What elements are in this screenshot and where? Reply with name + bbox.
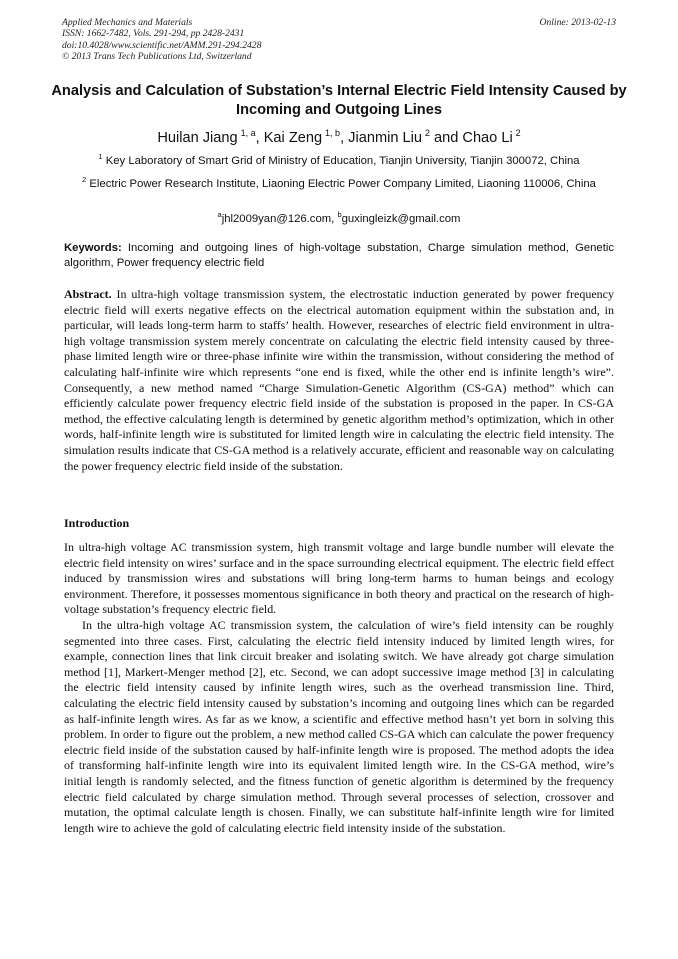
abstract-text: In ultra-high voltage transmission system, the electrostatic induction generated by power frequency electric field will exerts negative effects on the electrical automation equipment within the substation and, in particular, will leads long-term harm to staffs’ health. However, researches of electric field environment in ultra-high voltage transmission system merely concentrate on calculating the electric field intensity caused by three-phase limited length wire or three-phase infinite wire within the transmission, without considering the method of calculating half-infinite wire which represents “one end is fixed, while the other end is infinite length’s wire”. Consequently, a new method named “Charge Simulation-Genetic Algorithm (CS-GA) method” which can efficiently calculate power frequency electric field inside of the substation is proposed in the paper. In CS-GA method, the effective calculating length is determined by genetic algorithm method’s optimization, which in other words, half-infinite length wire is substituted for limited length wire in calculating the electric field intensity. The simulation results indicate that CS-GA method is a relatively accurate, efficient and reasonable way on calculating the power frequency electric field inside of the substation. bbox=[64, 287, 615, 473]
author-superscript: 1, a bbox=[240, 128, 256, 138]
author-separator: , bbox=[340, 129, 349, 146]
email-superscript: a bbox=[217, 210, 222, 219]
affiliation-number: 1 bbox=[98, 152, 103, 161]
author-separator: , bbox=[255, 129, 264, 146]
doi-line: doi:10.4028/www.scientific.net/AMM.291-294.2428 bbox=[62, 39, 262, 51]
paper-title: Analysis and Calculation of Substation’s Internal Electric Field Intensity Caused by Incoming and Outgoing Lines bbox=[51, 83, 627, 118]
journal-name: Applied Mechanics and Materials bbox=[62, 17, 193, 28]
email-superscript: b bbox=[337, 210, 342, 219]
introduction-heading: Introduction bbox=[64, 516, 130, 530]
author-name: Huilan Jiang bbox=[157, 129, 238, 146]
affiliation-text: Electric Power Research Institute, Liaoning Electric Power Company Limited, Liaoning 110006, China bbox=[89, 177, 596, 190]
copyright-line: © 2013 Trans Tech Publications Ltd, Switzerland bbox=[62, 51, 252, 63]
author-separator: and bbox=[429, 129, 463, 146]
author-name: Kai Zeng bbox=[263, 129, 323, 146]
introduction-paragraph: In ultra-high voltage AC transmission system, high transmit voltage and large bundle number will elevate the electric field intensity on wires’ surface and in the space surrounding electrical equipment. The electric field effect induced by transmission wires and substations will bring long-term harms to human beings and ecology environment. Therefore, it possesses momentous significance in both theory and practical on the research of high-voltage substation’s frequency electric field. bbox=[64, 540, 614, 617]
keywords-label: Keywords: bbox=[64, 242, 122, 254]
email-separator: , bbox=[331, 212, 338, 225]
author-name: Jianmin Liu bbox=[348, 129, 422, 146]
journal-header bbox=[62, 17, 616, 63]
keywords-section bbox=[64, 241, 614, 271]
author-name: Chao Li bbox=[462, 129, 513, 146]
affiliation-text: Key Laboratory of Smart Grid of Ministry of Education, Tianjin University, Tianjin 300072, China bbox=[105, 154, 580, 167]
author-superscript: 2 bbox=[424, 128, 430, 138]
email-link-a[interactable]: jhl2009yan@126.com bbox=[221, 212, 332, 225]
affiliation-2 bbox=[62, 173, 616, 191]
keywords-text: Incoming and outgoing lines of high-voltage substation, Charge simulation method, Genetic algorithm, Power frequency electric field bbox=[64, 242, 614, 269]
issn-line: ISSN: 1662-7482, Vols. 291-294, pp 2428-2431 bbox=[62, 28, 245, 40]
online-date: Online: 2013-02-13 bbox=[539, 17, 616, 28]
abstract-label: Abstract. bbox=[64, 287, 112, 301]
introduction-paragraph: In the ultra-high voltage AC transmission system, the calculation of wire’s field intensity can be roughly segmented into three cases. First, calculating the electric field intensity induced by limited length wires, for example, connection lines that link circuit breaker and isolating switch. We have already got charge simulation method [1], Markert-Menger method [2], etc. Second, we can adopt successive image method [3] in calculating the electric field intensity caused by infinite length wires, such as the overhead transmission line. Third, calculating the electric field intensity caused by substation’s incoming and outgoing lines which can be regarded as half-infinite length wires. As far as we know, a scientific and effective method hasn’t yet born in solving this problem. In order to figure out the problem, a new method called CS-GA which can calculate the power frequency electric field inside of the substation caused by half-infinite length wire is proposed. The method adopts the idea of transforming half-infinite length wire into its equivalent limited length wire. In the CS-GA method, wire’s initial length is randomly selected, and the fitness function of genetic algorithm is determined by the frequency electric field calculated by charge simulation method. Through several processes of selection, crossover and mutation, the optimal calculate length is chosen. Finally, we can substitute half-infinite length wire for limited length wire to achieve the gold of calculating electric field intensity inside of the substation. bbox=[64, 618, 614, 835]
author-superscript: 1, b bbox=[325, 128, 341, 138]
author-superscript: 2 bbox=[515, 128, 521, 138]
affiliation-number: 2 bbox=[82, 175, 87, 184]
abstract-section bbox=[64, 287, 614, 474]
email-link-b[interactable]: guxingleizk@gmail.com bbox=[341, 212, 461, 225]
affiliation-1 bbox=[62, 150, 616, 168]
author-list bbox=[48, 124, 630, 147]
author-emails bbox=[62, 208, 616, 226]
